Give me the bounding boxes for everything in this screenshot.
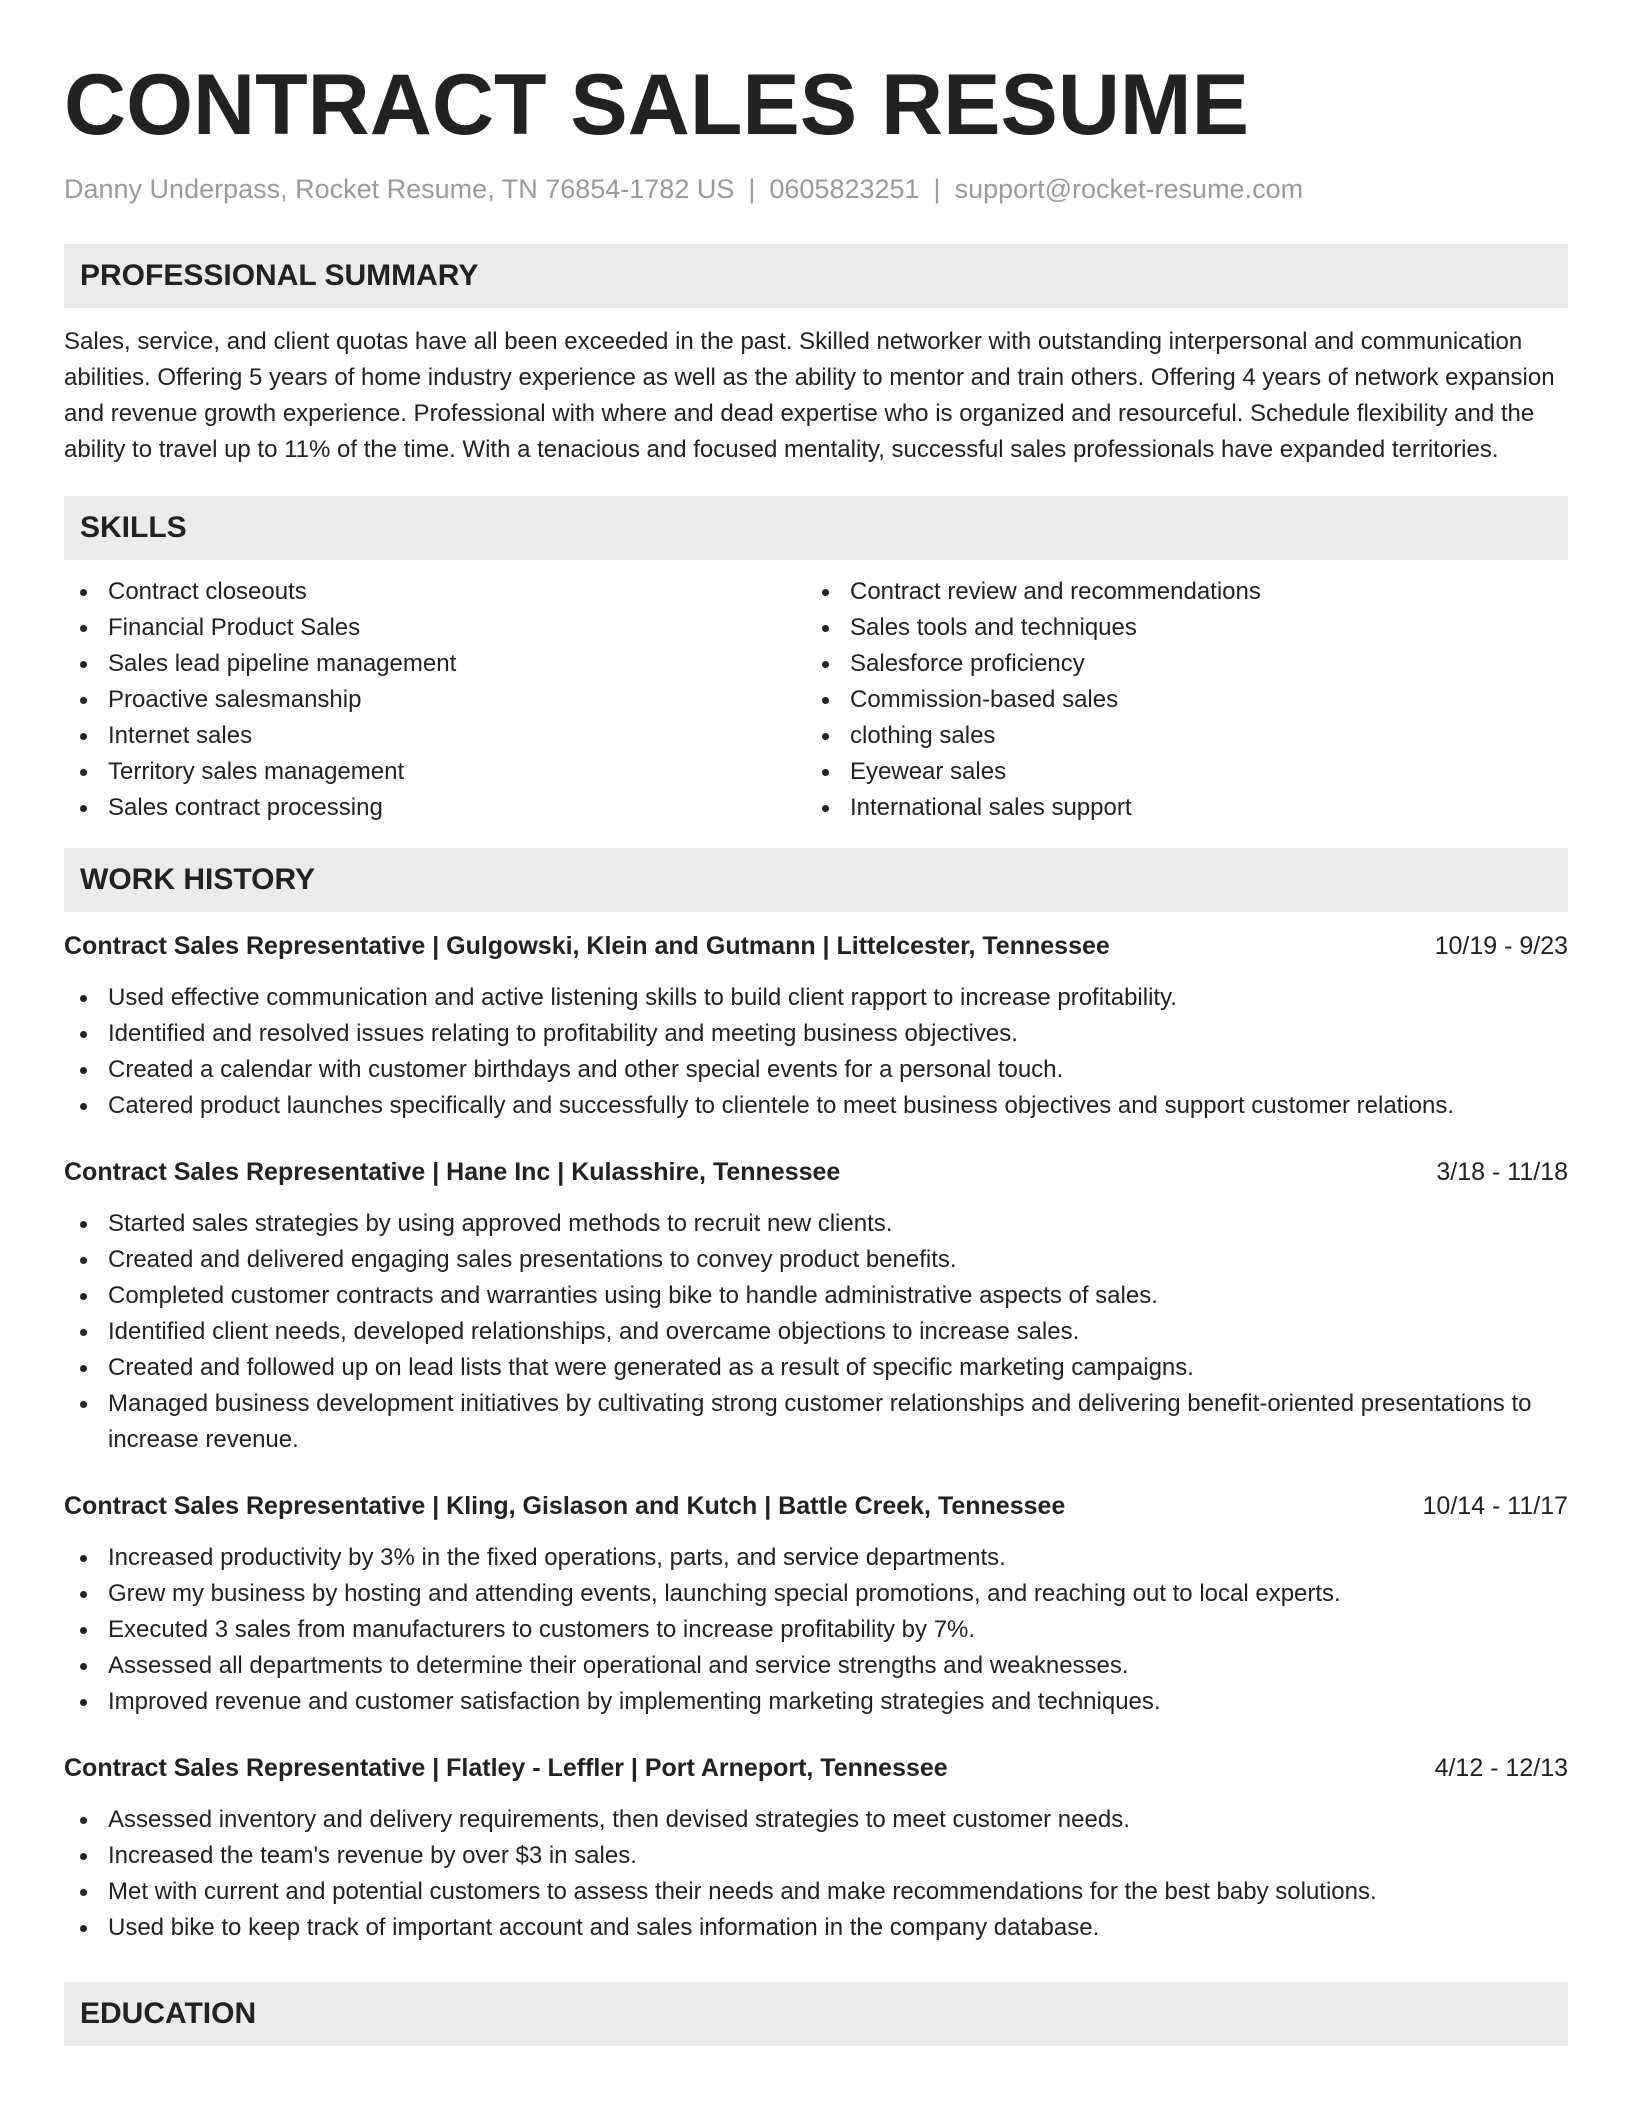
job-bullet: Created and delivered engaging sales presentations to convey product benefits. <box>64 1242 1568 1278</box>
job-title: Contract Sales Representative | Gulgowski, Klein and Gutmann | Littelcester, Tennessee <box>64 932 1110 960</box>
skill-item: clothing sales <box>806 718 1548 754</box>
skill-item: Commission-based sales <box>806 682 1548 718</box>
skill-item: Contract closeouts <box>64 574 806 610</box>
job-bullet: Started sales strategies by using approved methods to recruit new clients. <box>64 1206 1568 1242</box>
job-bullet: Used effective communication and active listening skills to build client rapport to increase profitability. <box>64 980 1568 1016</box>
skill-item: Sales lead pipeline management <box>64 646 806 682</box>
job-entry <box>64 928 1568 1124</box>
job-bullet: Executed 3 sales from manufacturers to customers to increase profitability by 7%. <box>64 1612 1568 1648</box>
job-bullet: Met with current and potential customers to assess their needs and make recommendations for the best baby solutions. <box>64 1874 1568 1910</box>
skills-columns <box>64 574 1568 826</box>
skill-item: Territory sales management <box>64 754 806 790</box>
job-bullet: Increased the team's revenue by over $3 in sales. <box>64 1838 1568 1874</box>
job-bullet: Assessed all departments to determine their operational and service strengths and weaknesses. <box>64 1648 1568 1684</box>
skill-item: Salesforce proficiency <box>806 646 1548 682</box>
job-entry <box>64 1488 1568 1720</box>
summary-text: Sales, service, and client quotas have all been exceeded in the past. Skilled networker with outstanding interpersonal and communication abilities. Offering 5 years of home industry experience as well as the ability to mentor and train others. Offering 4 years of network expansion and revenue growth experience. Professional with where and dead expertise who is organized and resourceful. Schedule flexibility and the ability to travel up to 11% of the time. With a tenacious and focused mentality, successful sales professionals have expanded territories. <box>64 328 1555 463</box>
skill-item: Internet sales <box>64 718 806 754</box>
contact-separator: | <box>933 174 941 204</box>
job-bullet: Identified client needs, developed relationships, and overcame objections to increase sales. <box>64 1314 1568 1350</box>
job-header <box>64 1488 1568 1524</box>
job-title: Contract Sales Representative | Flatley - Leffler | Port Arneport, Tennessee <box>64 1754 948 1782</box>
job-dates: 10/19 - 9/23 <box>1434 932 1568 960</box>
job-entry <box>64 1154 1568 1458</box>
job-dates: 3/18 - 11/18 <box>1436 1158 1568 1186</box>
education-heading: EDUCATION <box>64 1982 1568 2046</box>
resume-page <box>64 52 1568 2046</box>
skill-item: Sales tools and techniques <box>806 610 1548 646</box>
job-title: Contract Sales Representative | Hane Inc | Kulasshire, Tennessee <box>64 1158 841 1186</box>
job-bullet: Grew my business by hosting and attending events, launching special promotions, and reaching out to local experts. <box>64 1576 1568 1612</box>
job-bullet: Increased productivity by 3% in the fixed operations, parts, and service departments. <box>64 1540 1568 1576</box>
contact-phone: 0605823251 <box>769 174 920 204</box>
skill-item: Sales contract processing <box>64 790 806 826</box>
job-bullet: Completed customer contracts and warranties using bike to handle administrative aspects of sales. <box>64 1278 1568 1314</box>
work-history-heading: WORK HISTORY <box>64 848 1568 912</box>
job-header <box>64 928 1568 964</box>
skill-item: Eyewear sales <box>806 754 1548 790</box>
skill-item: Financial Product Sales <box>64 610 806 646</box>
contact-separator: | <box>748 174 756 204</box>
skill-item: Contract review and recommendations <box>806 574 1548 610</box>
skills-heading: SKILLS <box>64 496 1568 560</box>
job-bullet: Assessed inventory and delivery requirements, then devised strategies to meet customer needs. <box>64 1802 1568 1838</box>
summary-heading: PROFESSIONAL SUMMARY <box>64 244 1568 308</box>
resume-title: CONTRACT SALES RESUME <box>64 57 1249 153</box>
job-bullet: Created and followed up on lead lists that were generated as a result of specific marketing campaigns. <box>64 1350 1568 1386</box>
skill-item: International sales support <box>806 790 1548 826</box>
contact-email[interactable]: support@rocket-resume.com <box>954 174 1304 204</box>
job-bullet: Managed business development initiatives by cultivating strong customer relationships and delivering benefit-oriented presentations to increase revenue. <box>64 1386 1568 1458</box>
skill-item: Proactive salesmanship <box>64 682 806 718</box>
job-bullet-list <box>64 1540 1568 1720</box>
job-dates: 10/14 - 11/17 <box>1422 1492 1568 1520</box>
job-bullet: Identified and resolved issues relating to profitability and meeting business objectives. <box>64 1016 1568 1052</box>
job-bullet: Created a calendar with customer birthdays and other special events for a personal touch. <box>64 1052 1568 1088</box>
job-header <box>64 1154 1568 1190</box>
job-header <box>64 1750 1568 1786</box>
job-bullet: Used bike to keep track of important account and sales information in the company database. <box>64 1910 1568 1946</box>
job-bullet: Catered product launches specifically and successfully to clientele to meet business objectives and support customer relations. <box>64 1088 1568 1124</box>
job-bullet-list <box>64 1802 1568 1946</box>
job-dates: 4/12 - 12/13 <box>1434 1754 1568 1782</box>
skills-right-column <box>806 574 1548 826</box>
job-bullet-list <box>64 980 1568 1124</box>
contact-address: Danny Underpass, Rocket Resume, TN 76854-1782 US <box>64 174 735 204</box>
contact-line <box>64 172 1568 206</box>
job-bullet: Improved revenue and customer satisfaction by implementing marketing strategies and techniques. <box>64 1684 1568 1720</box>
job-bullet-list <box>64 1206 1568 1458</box>
skills-left-column <box>64 574 806 826</box>
job-entry <box>64 1750 1568 1946</box>
job-title: Contract Sales Representative | Kling, Gislason and Kutch | Battle Creek, Tennessee <box>64 1492 1066 1520</box>
